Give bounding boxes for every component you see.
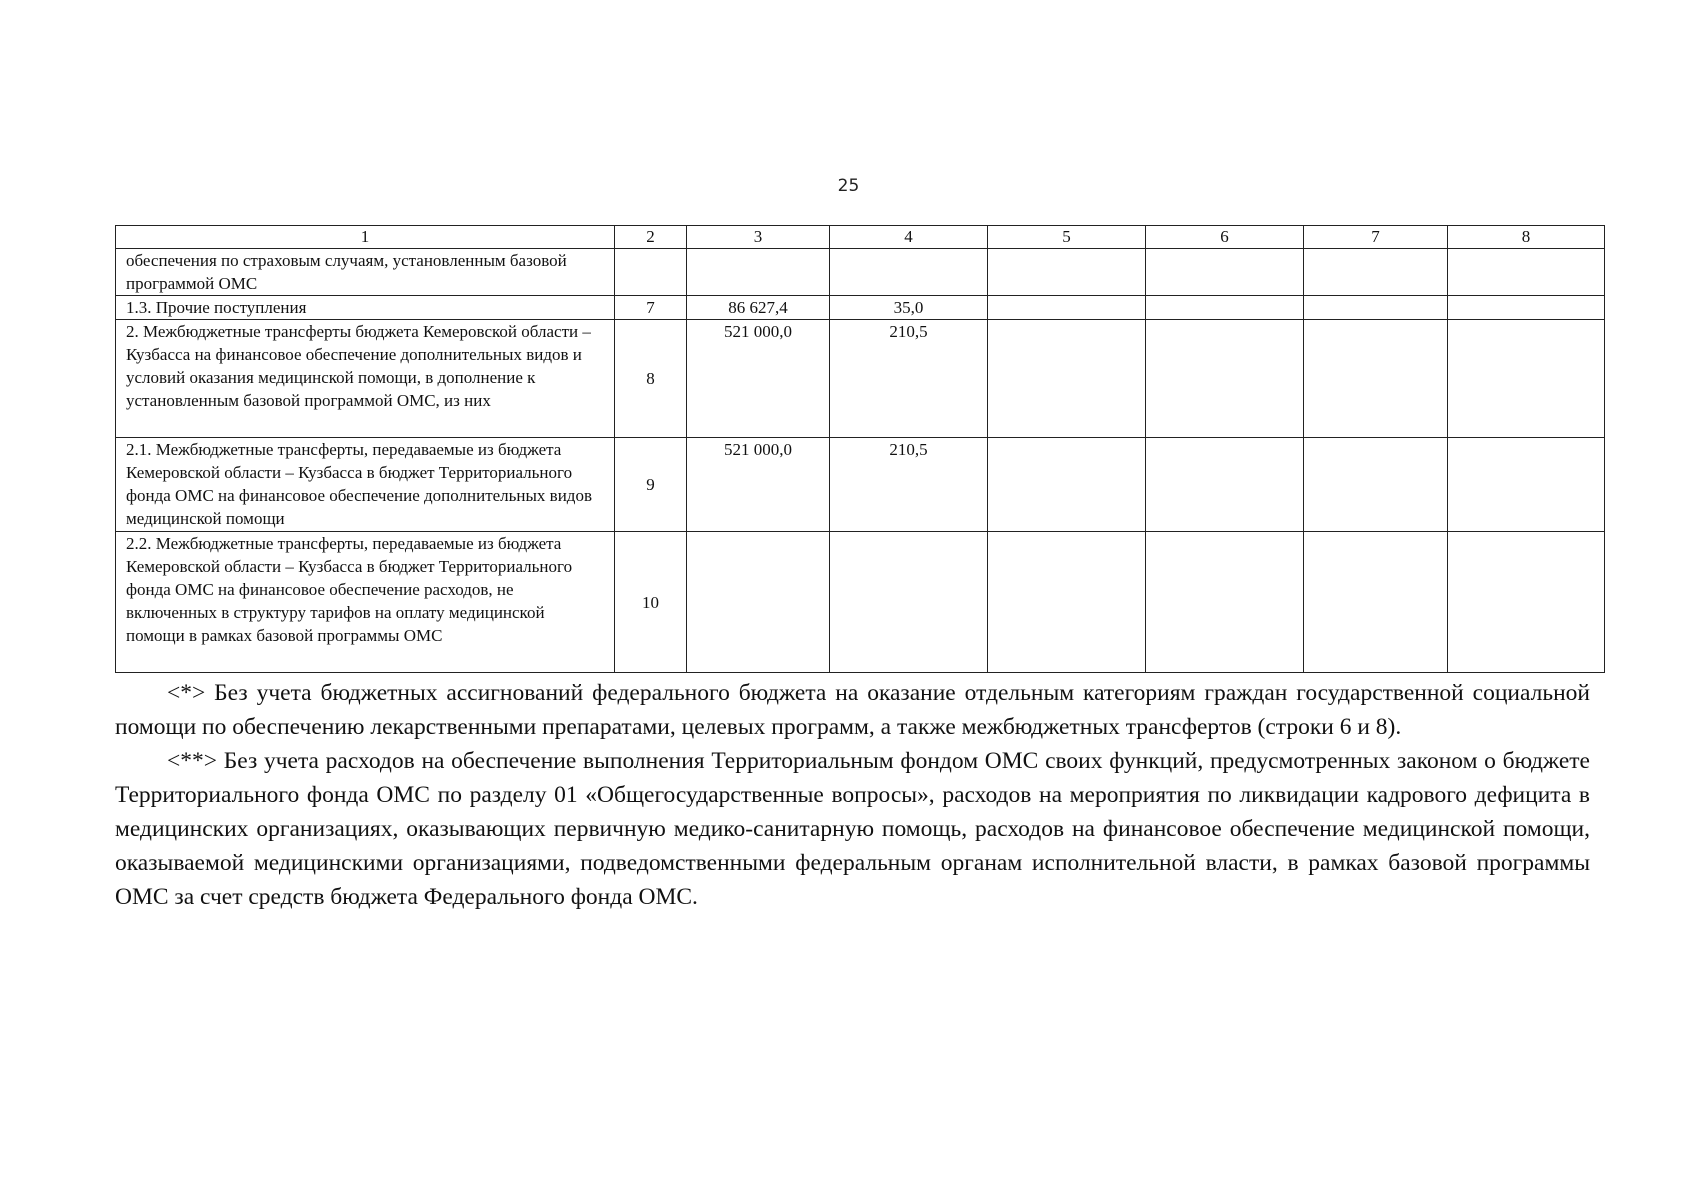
table-cell: 521 000,0 [687, 438, 830, 532]
row-number [615, 249, 687, 296]
table-cell: 210,5 [830, 320, 988, 438]
table-row [116, 320, 1605, 438]
row-label: 2.1. Межбюджетные трансферты, передаваемые из бюджета Кемеровской области – Кузбасса в бюджет Территориального фонда ОМС на финансовое обеспечение дополнительных видов медицинской помощи [116, 438, 615, 532]
table-cell [1146, 296, 1304, 320]
footnote-double-asterisk: <**> Без учета расходов на обеспечение выполнения Территориальным фондом ОМС своих функций, предусмотренных законом о бюджете Территориального фонда ОМС по разделу 01 «Общегосударственные вопросы», расходов на мероприятия по ликвидации кадрового дефицита в медицинских организациях, оказывающих первичную медико-санитарную помощь, расходов на финансовое обеспечение медицинской помощи, оказываемой медицинскими организациями, подведомственными федеральным органам исполнительной власти, в рамках базовой программы ОМС за счет средств бюджета Федерального фонда ОМС. [115, 748, 1590, 910]
table-cell: 35,0 [830, 296, 988, 320]
table-cell [1304, 320, 1448, 438]
column-header: 1 [116, 226, 615, 249]
table-cell [1448, 320, 1605, 438]
row-label: 2. Межбюджетные трансферты бюджета Кемеровской области – Кузбасса на финансовое обеспечение дополнительных видов и условий оказания медицинской помощи, в дополнение к установленным базовой программой ОМС, из них [116, 320, 615, 438]
row-number: 10 [615, 532, 687, 673]
table-row [116, 249, 1605, 296]
table-cell: 521 000,0 [687, 320, 830, 438]
table-cell [830, 249, 988, 296]
budget-table [115, 225, 1605, 673]
column-header: 7 [1304, 226, 1448, 249]
table-cell [1304, 296, 1448, 320]
row-label: 2.2. Межбюджетные трансферты, передаваемые из бюджета Кемеровской области – Кузбасса в бюджет Территориального фонда ОМС на финансовое обеспечение расходов, не включенных в структуру тарифов на оплату медицинской помощи в рамках базовой программы ОМС [116, 532, 615, 673]
table-cell [1448, 296, 1605, 320]
row-label: обеспечения по страховым случаям, установленным базовой программой ОМС [116, 249, 615, 296]
row-number: 8 [615, 320, 687, 438]
table-row [116, 532, 1605, 673]
column-header: 5 [988, 226, 1146, 249]
table-cell [988, 438, 1146, 532]
table-cell [1146, 438, 1304, 532]
table-cell [1304, 532, 1448, 673]
row-label: 1.3. Прочие поступления [116, 296, 615, 320]
table-row [116, 296, 1605, 320]
footnotes [115, 676, 1590, 914]
table-cell [1304, 438, 1448, 532]
column-header: 2 [615, 226, 687, 249]
table-row [116, 438, 1605, 532]
table-cell [830, 532, 988, 673]
table-cell [988, 532, 1146, 673]
page-number: 25 [837, 176, 860, 196]
table-cell [988, 249, 1146, 296]
table-cell [1448, 249, 1605, 296]
table-cell: 210,5 [830, 438, 988, 532]
table-cell [1146, 532, 1304, 673]
table-cell [988, 320, 1146, 438]
column-header: 8 [1448, 226, 1605, 249]
table-cell [687, 532, 830, 673]
table-cell: 86 627,4 [687, 296, 830, 320]
table-cell [687, 249, 830, 296]
footnote-single-asterisk: <*> Без учета бюджетных ассигнований федерального бюджета на оказание отдельным категориям граждан государственной социальной помощи по обеспечению лекарственными препаратами, целевых программ, а также межбюджетных трансфертов (строки 6 и 8). [115, 680, 1590, 740]
row-number: 7 [615, 296, 687, 320]
table-cell [1146, 249, 1304, 296]
table-cell [1448, 438, 1605, 532]
table-cell [1146, 320, 1304, 438]
table-cell [988, 296, 1146, 320]
column-header: 6 [1146, 226, 1304, 249]
column-header: 3 [687, 226, 830, 249]
column-header: 4 [830, 226, 988, 249]
table-header-row [116, 226, 1605, 249]
row-number: 9 [615, 438, 687, 532]
table-cell [1304, 249, 1448, 296]
table-cell [1448, 532, 1605, 673]
